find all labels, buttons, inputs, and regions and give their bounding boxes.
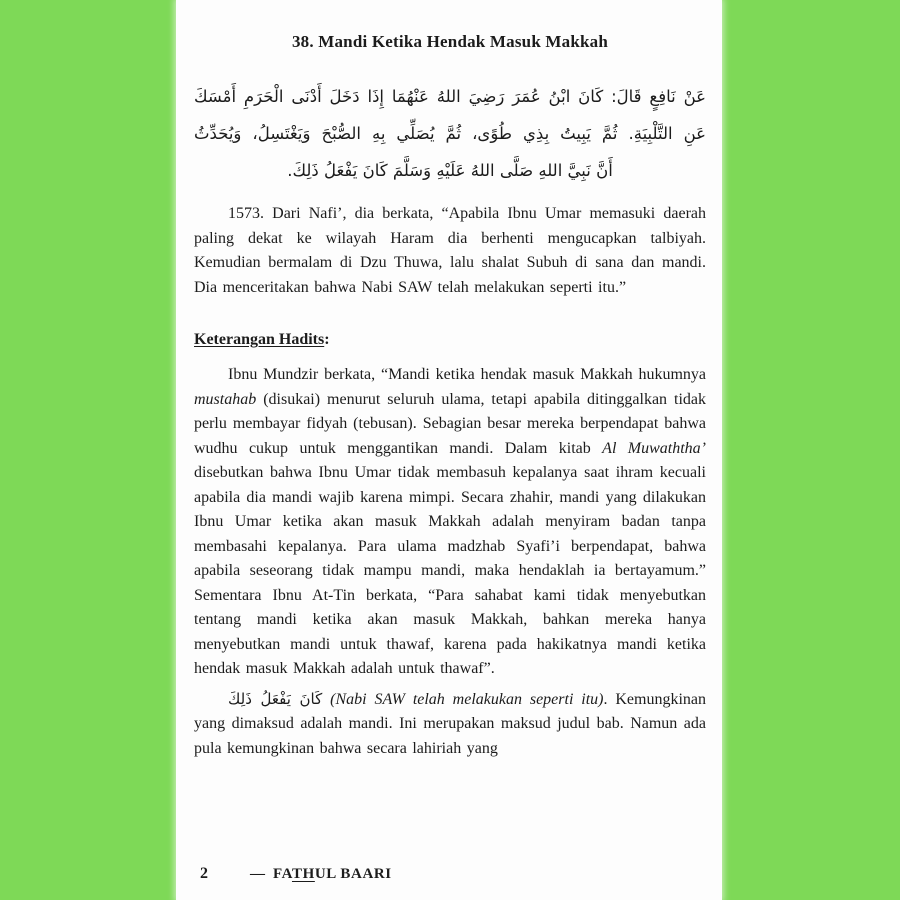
book-page[interactable] [176, 0, 722, 900]
inline-arabic-phrase: كَانَ يَفْعَلُ ذَلِكَ [228, 689, 323, 708]
hadith-translation-paragraph [194, 202, 706, 300]
commentary-text-2: (disukai) menurut seluruh ulama, tetapi apabila ditinggalkan tidak perlu membayar fidyah (tebusan). Sebagian besar mereka berpendapat bahwa wudhu cukup untuk menggantikan mandi. Dalam kitab [194, 390, 706, 457]
section-heading [194, 329, 706, 351]
hadith-translation-text: 1573. Dari Nafi’, dia berkata, “Apabila Ibnu Umar memasuki daerah paling dekat ke wilayah Haram dia berhenti mengucapkan talbiyah. Kemudian bermalam di Dzu Thuwa, lalu shalat Subuh di sana dan mandi. Dia menceritakan bahwa Nabi SAW telah melakukan seperti itu.” [194, 205, 706, 296]
book-title-part-underlined: TH [291, 866, 315, 882]
footer-dash-icon: — [250, 866, 265, 882]
section-heading-text: Keterangan Hadits [194, 331, 325, 348]
closing-paragraph [194, 687, 706, 762]
hadith-arabic-line-3: أَنَّ نَبِيَّ اللهِ صَلَّى اللهُ عَلَيْهِ وَسَلَّمَ كَانَ يَفْعَلُ ذَلِكَ. [287, 161, 613, 180]
book-title-part-3: UL BAARI [314, 866, 392, 882]
closing-text: . Kemungkinan yang dimaksud adalah mandi. Ini merupakan maksud judul bab. Namun ada pula kemungkinan bahwa secara lahiriah yang [194, 690, 707, 757]
section-heading-colon: : [324, 331, 330, 348]
hadith-arabic-line-2: عَنِ التَّلْبِيَةِ. ثُمَّ يَبِيتُ بِذِي طُوًى، ثُمَّ يُصَلِّي بِهِ الصُّبْحَ وَيَغْتَسِلُ، وَيُحَدِّثُ [194, 124, 706, 143]
book-title [273, 864, 392, 884]
page-footer [200, 864, 392, 884]
chapter-title: 38. Mandi Ketika Hendak Masuk Makkah [291, 32, 609, 51]
commentary-paragraph [194, 363, 706, 682]
page-number: 2 [200, 865, 208, 882]
commentary-italic-muwaththa: Al Muwaththa’ [602, 439, 707, 457]
commentary-text-3: disebutkan bahwa Ibnu Umar tidak membasuh kepalanya saat ihram kecuali apabila dia mandi wajib karena mimpi. Secara zhahir, mandi yang dilakukan Ibnu Umar ketika akan masuk Makkah adalah menyiram badan tanpa membasahi kepalanya. Para ulama madzhab Syafi’i berpendapat, bahwa apabila seseorang tidak mampu mandi, maka hendaklah ia bertayamum.” Sementara Ibnu At-Tin berkata, “Para sahabat kami tidak menyebutkan tentang mandi ketika akan masuk Makkah, bahkan mereka hanya menyebutkan mandi untuk thawaf, karena pada hakikatnya mandi ketika hendak masuk Makkah adalah untuk thawaf”. [194, 464, 706, 677]
book-title-part-1: FA [273, 866, 292, 882]
commentary-italic-mustahab: mustahab [194, 390, 257, 408]
hadith-arabic-block [194, 78, 706, 189]
commentary-text-1: Ibnu Mundzir berkata, “Mandi ketika hendak masuk Makkah hukumnya [228, 366, 706, 383]
hadith-arabic-line-1: عَنْ نَافِعٍ قَالَ: كَانَ ابْنُ عُمَرَ رَضِيَ اللهُ عَنْهُمَا إِذَا دَخَلَ أَدْنَى الْحَرَمِ أَمْسَكَ [194, 87, 706, 106]
closing-space [322, 691, 330, 708]
closing-italic-translation: (Nabi SAW telah melakukan seperti itu) [330, 690, 604, 708]
